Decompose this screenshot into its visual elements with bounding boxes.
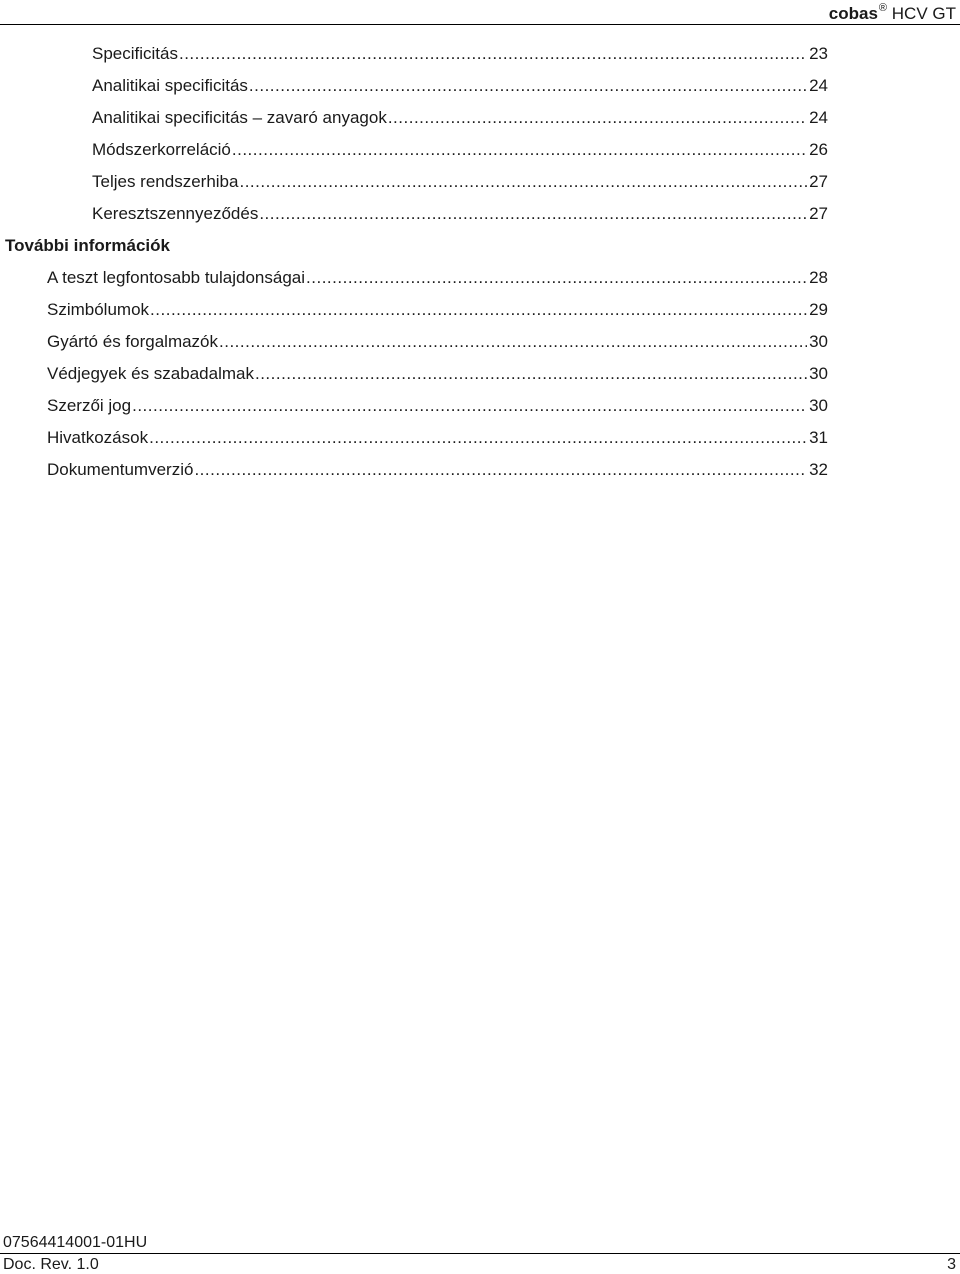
toc-leader-dots xyxy=(149,428,807,448)
toc-entry[interactable] xyxy=(47,300,828,322)
toc-entry-title: Szimbólumok xyxy=(47,300,150,319)
toc-entry-page: 24 xyxy=(809,108,828,127)
toc-leader-dots xyxy=(232,140,807,160)
toc-entry[interactable] xyxy=(92,140,828,162)
toc-entry[interactable] xyxy=(92,172,828,194)
toc-entry-title: Keresztszennyeződés xyxy=(92,204,259,223)
toc-entry-title: Analitikai specificitás xyxy=(92,76,248,95)
footer-divider xyxy=(0,1253,960,1254)
toc-leader-dots xyxy=(259,204,807,224)
toc-leader-dots xyxy=(179,44,807,64)
brand-name: cobas xyxy=(828,4,878,23)
toc-section-heading[interactable]: További információk xyxy=(5,236,170,255)
toc-entry-page: 27 xyxy=(809,172,828,191)
toc-entry-title: Gyártó és forgalmazók xyxy=(47,332,219,351)
toc-entry-title: Dokumentumverzió xyxy=(47,460,194,479)
toc-entry-page: 23 xyxy=(809,44,828,63)
toc-entry[interactable] xyxy=(92,44,828,66)
document-revision: Doc. Rev. 1.0 xyxy=(3,1256,99,1273)
toc-entry[interactable] xyxy=(47,396,828,418)
toc-entry-page: 29 xyxy=(809,300,828,319)
page-number: 3 xyxy=(947,1256,956,1273)
toc-entry-page: 30 xyxy=(809,332,828,351)
toc-entry[interactable] xyxy=(47,364,828,386)
toc-entry-title: Védjegyek és szabadalmak xyxy=(47,364,254,383)
toc-entry-title: Szerzői jog xyxy=(47,396,132,415)
toc-leader-dots xyxy=(132,396,807,416)
toc-entry-title: Módszerkorreláció xyxy=(92,140,231,159)
toc-leader-dots xyxy=(219,332,807,352)
toc-leader-dots xyxy=(249,76,807,96)
toc-leader-dots xyxy=(239,172,807,192)
toc-entry-title: Teljes rendszerhiba xyxy=(92,172,239,191)
document-code: 07564414001-01HU xyxy=(3,1234,148,1251)
toc-entry[interactable] xyxy=(92,108,828,130)
toc-entry-title: Hivatkozások xyxy=(47,428,149,447)
toc-entry-title: Analitikai specificitás – zavaró anyagok xyxy=(92,108,387,127)
toc-entry[interactable] xyxy=(47,332,828,354)
toc-entry-page: 30 xyxy=(809,364,828,383)
toc-entry[interactable] xyxy=(92,76,828,98)
toc-entry[interactable] xyxy=(92,204,828,226)
toc-entry-title: Specificitás xyxy=(92,44,178,63)
toc-entry-page: 24 xyxy=(809,76,828,95)
toc-leader-dots xyxy=(306,268,807,288)
header-brand xyxy=(829,2,956,24)
header-divider xyxy=(0,24,960,25)
toc-leader-dots xyxy=(388,108,807,128)
toc-entry-page: 27 xyxy=(809,204,828,223)
toc-leader-dots xyxy=(194,460,807,480)
toc-entry[interactable] xyxy=(47,428,828,450)
toc-entry[interactable] xyxy=(47,268,828,290)
toc-leader-dots xyxy=(255,364,807,384)
toc-entry-page: 28 xyxy=(809,268,828,287)
registered-mark: ® xyxy=(878,2,888,14)
toc-entry-page: 31 xyxy=(809,428,828,447)
toc-entry-page: 30 xyxy=(809,396,828,415)
toc-entry-title: A teszt legfontosabb tulajdonságai xyxy=(47,268,306,287)
product-name: HCV GT xyxy=(891,4,956,23)
toc-entry-page: 32 xyxy=(809,460,828,479)
toc-leader-dots xyxy=(150,300,807,320)
toc-entry-page: 26 xyxy=(809,140,828,159)
toc-entry[interactable] xyxy=(47,460,828,482)
